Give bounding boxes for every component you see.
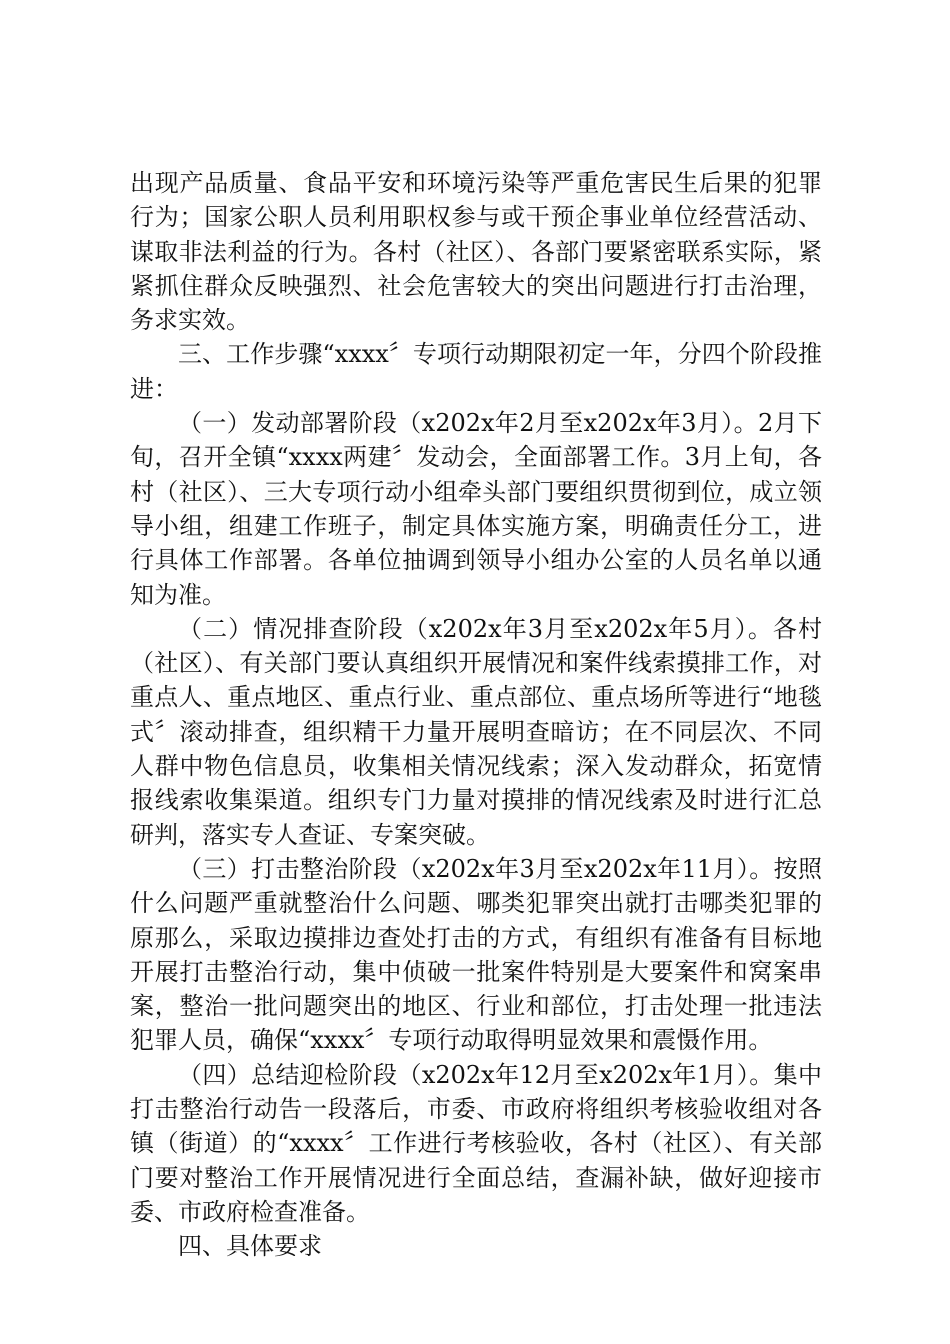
paragraph-stage-two: （二）情况排查阶段（x202x年3月至x202x年5月）。各村（社区）、有关部门要认真组织开展情况和案件线索摸排工作，对重点人、重点地区、重点行业、重点部位、重点场所等进行“地毯式〞滚动排查，组织精干力量开展明查暗访；在不同层次、不同人群中物色信息员，收集相关情况线索；深入发动群众，拓宽情报线索收集渠道。组织专门力量对摸排的情况线索及时进行汇总研判，落实专人查证、专案突破。: [130, 614, 822, 849]
paragraph-stage-one: （一）发动部署阶段（x202x年2月至x202x年3月）。2月下旬，召开全镇“xxxx两建〞发动会，全面部署工作。3月上旬，各村（社区）、三大专项行动小组牵头部门要组织贯彻到位，成立领导小组，组建工作班子，制定具体实施方案，明确责任分工，进行具体工作部署。各单位抽调到领导小组办公室的人员名单以通知为准。: [130, 409, 822, 609]
paragraph-stage-three: （三）打击整治阶段（x202x年3月至x202x年11月）。按照什么问题严重就整治什么问题、哪类犯罪突出就打击哪类犯罪的原那么，采取边摸排边查处打击的方式，有组织有准备有目标地开展打击整治行动，集中侦破一批案件特别是大要案件和窝案串案，整治一批问题突出的地区、行业和部位，打击处理一批违法犯罪人员，确保“xxxx〞专项行动取得明显效果和震慑作用。: [130, 854, 822, 1055]
section-four-heading: 四、具体要求: [178, 1232, 322, 1261]
paragraph-continuation: 出现产品质量、食品平安和环境污染等严重危害民生后果的犯罪行为；国家公职人员利用职权参与或干预企事业单位经营活动、谋取非法利益的行为。各村（社区）、各部门要紧密联系实际，紧紧抓住群众反映强烈、社会危害较大的突出问题进行打击治理，务求实效。: [130, 169, 822, 335]
paragraph-section-three-heading: 三、工作步骤“xxxx〞专项行动期限初定一年，分四个阶段推进：: [130, 340, 822, 403]
paragraph-stage-four: （四）总结迎检阶段（x202x年12月至x202x年1月）。集中打击整治行动告一段落后，市委、市政府将组织考核验收组对各镇（街道）的“xxxx〞工作进行考核验收，各村（社区）、有关部门要对整治工作开展情况进行全面总结，查漏补缺，做好迎接市委、市政府检查准备。: [130, 1060, 822, 1226]
document-body: [130, 166, 822, 1264]
